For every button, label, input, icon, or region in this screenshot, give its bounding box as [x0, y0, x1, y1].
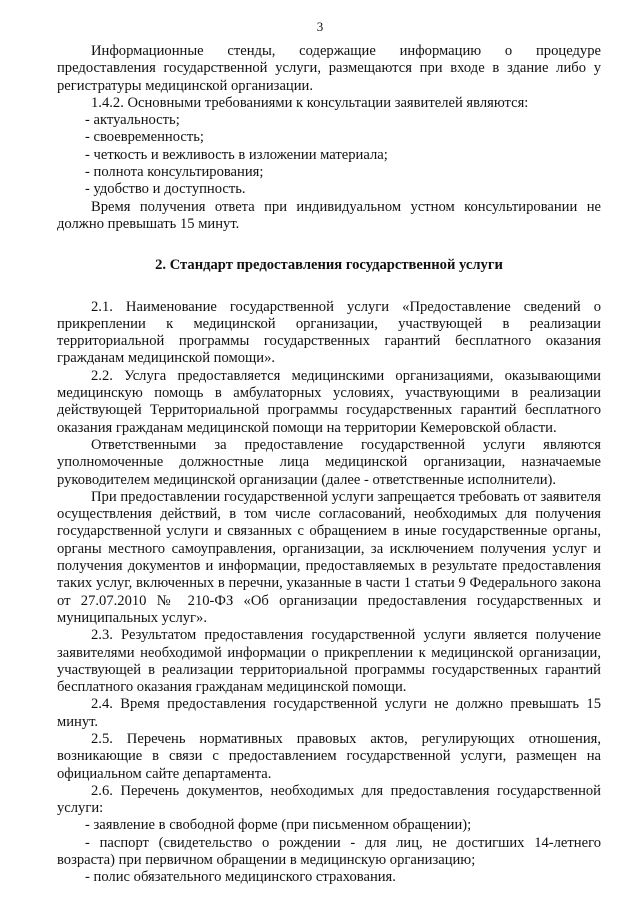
paragraph-response-time: Время получения ответа при индивидуальном устном консультировании не должно превышать 15 минут. — [57, 198, 601, 232]
list-item: - полнота консультирования; — [85, 164, 264, 181]
paragraph-2-4: 2.4. Время предоставления государственной услуги не должно превышать 15 минут. — [57, 696, 601, 730]
list-item: - паспорт (свидетельство о рождении - для лиц, не достигших 14-летнего возраста) при первичном обращении в медицинскую организацию; — [57, 834, 601, 869]
requirements-list — [57, 112, 601, 198]
section-heading: 2. Стандарт предоставления государственной услуги — [155, 257, 503, 274]
paragraph-2-1: 2.1. Наименование государственной услуги «Предоставление сведений о прикреплении к медицинской организации, участвующей в реализации территориальной программы государственных гарантий бесплатного оказания гражданам медицинской помощи». — [57, 298, 601, 367]
paragraph-info-stands: Информационные стенды, содержащие информацию о процедуре предоставления государственной услуги, размещаются при входе в здание либо у регистратуры медицинской организации. — [57, 43, 601, 94]
list-item: - четкость и вежливость в изложении материала; — [85, 146, 388, 163]
paragraph-2-6: 2.6. Перечень документов, необходимых для предоставления государственной услуги: — [57, 782, 601, 817]
paragraph-prohibition: При предоставлении государственной услуги запрещается требовать от заявителя осуществления действий, в том числе согласований, необходимых для получения государственной услуги и связанных с обращением в иные государственные органы, органы местного самоуправления, организации, за исключением получения услуг и получения документов и информации, предоставляемых в результате предоставления таких услуг, включенных в перечни, указанные в части 1 статьи 9 Федерального закона от 27.07.2010 № 210-ФЗ «Об организации предоставления государственных и муниципальных услуг». — [57, 488, 601, 626]
page-number: 3 — [316, 19, 324, 34]
paragraph-2-5: 2.5. Перечень нормативных правовых актов, регулирующих отношения, возникающие в связи с предоставлением государственной услуги, размещен на официальном сайте департамента. — [57, 730, 601, 782]
list-item: - своевременность; — [85, 129, 204, 146]
paragraph-responsible: Ответственными за предоставление государственной услуги являются уполномоченные должностные лица медицинской организации, назначаемые руководителем медицинской организации (далее - ответственные исполнители). — [57, 436, 601, 488]
list-item: - заявление в свободной форме (при письменном обращении); — [85, 817, 472, 834]
paragraph-2-2: 2.2. Услуга предоставляется медицинскими организациями, оказывающими медицинскую помощь в амбулаторных условиях, участвующими в реализации действующей Территориальной программы государственных гарантий бесплатного оказания гражданам медицинской помощи на территории Кемеровской области. — [57, 367, 601, 436]
list-item: - удобство и доступность. — [85, 181, 246, 198]
document-body — [57, 43, 601, 887]
paragraph-2-3: 2.3. Результатом предоставления государственной услуги является получение заявителями необходимой информации о прикреплении к медицинской организации, участвующей в реализации территориальной программы государственных гарантий бесплатного оказания гражданам медицинской помощи. — [57, 627, 601, 696]
documents-list — [57, 817, 601, 886]
list-item: - полис обязательного медицинского страхования. — [85, 869, 396, 886]
list-item: - актуальность; — [85, 112, 180, 129]
paragraph-requirements-intro: 1.4.2. Основными требованиями к консультации заявителей являются: — [91, 94, 529, 111]
